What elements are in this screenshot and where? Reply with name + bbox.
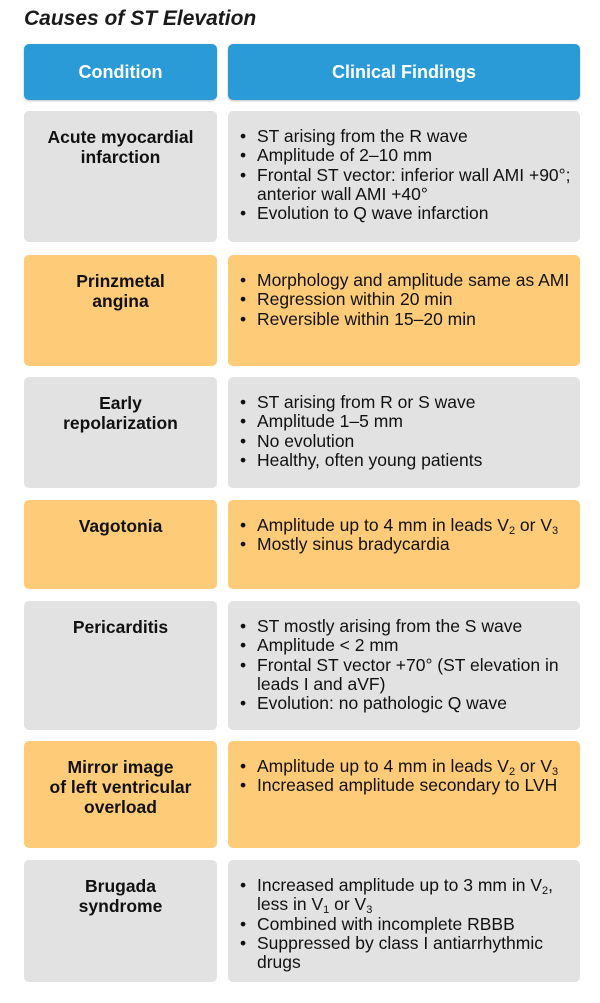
finding-item	[240, 127, 574, 146]
condition-cell: Vagotonia	[24, 500, 217, 589]
finding-text: Amplitude up to 4 mm in leads V	[257, 756, 509, 776]
finding-item	[240, 271, 574, 290]
page-title: Causes of ST Elevation	[24, 7, 257, 30]
finding-text: Evolution: no pathologic Q wave	[257, 693, 508, 714]
finding-item	[240, 412, 574, 431]
finding-text: Healthy, often young patients	[257, 449, 483, 470]
finding-text: Increased amplitude secondary to LVH	[257, 775, 558, 796]
finding-item	[240, 535, 574, 554]
finding-subscript: 2	[508, 766, 516, 778]
findings-list	[240, 617, 574, 713]
finding-item	[240, 146, 574, 165]
findings-list	[240, 271, 574, 329]
finding-subscript: 3	[366, 904, 373, 917]
finding-text: Evolution to Q wave infarction	[257, 203, 489, 224]
finding-item	[240, 310, 574, 329]
finding-item	[240, 166, 574, 205]
column-header-condition	[24, 44, 217, 100]
findings-cell	[228, 111, 580, 242]
finding-item	[240, 432, 574, 451]
condition-cell: Early repolarization	[24, 377, 217, 488]
condition-cell: Brugada syndrome	[24, 860, 217, 982]
findings-cell	[228, 377, 580, 488]
finding-item	[240, 934, 574, 973]
finding-text: Suppressed by class I antiarrhythmic drugs	[257, 932, 543, 973]
finding-subscript: 2	[508, 525, 516, 537]
findings-cell	[228, 741, 580, 848]
finding-text: Amplitude < 2 mm	[257, 635, 399, 656]
condition-cell: Mirror image of left ventricular overload	[24, 741, 217, 848]
finding-text: Combined with incomplete RBBB	[257, 913, 515, 934]
finding-text: Increased amplitude up to 3 mm in V	[257, 875, 543, 895]
findings-cell	[228, 601, 580, 730]
column-header-condition-label: Condition	[78, 61, 163, 82]
findings-list	[240, 393, 574, 470]
finding-subscript: 1	[323, 904, 330, 917]
finding-item	[240, 757, 574, 776]
findings-cell	[228, 255, 580, 366]
findings-cell	[228, 860, 580, 982]
finding-text: Frontal ST vector +70° (ST elevation in leads I and aVF)	[257, 654, 559, 694]
finding-item	[240, 290, 574, 309]
finding-text: Amplitude up to 4 mm in leads V	[257, 515, 509, 535]
finding-subscript: 2	[542, 885, 549, 897]
finding-text: , less in V	[257, 875, 554, 915]
finding-item	[240, 617, 574, 636]
findings-list	[240, 516, 574, 555]
finding-text: Morphology and amplitude same as AMI	[257, 270, 570, 290]
finding-subscript: 3	[552, 525, 559, 537]
findings-list	[240, 876, 574, 972]
finding-item	[240, 516, 574, 535]
finding-item	[240, 876, 574, 915]
finding-item	[240, 694, 574, 713]
finding-text: or V	[515, 515, 553, 535]
condition-cell: Acute myocardial infarction	[24, 111, 217, 242]
column-header-findings-label: Clinical Findings	[331, 61, 476, 82]
finding-item	[240, 776, 574, 795]
finding-item	[240, 393, 574, 412]
finding-text: No evolution	[257, 430, 355, 451]
condition-cell: Prinzmetal angina	[24, 255, 217, 366]
findings-list	[240, 127, 574, 223]
finding-item	[240, 656, 574, 695]
finding-item	[240, 636, 574, 655]
finding-text: ST arising from R or S wave	[257, 392, 476, 412]
condition-cell: Pericarditis	[24, 601, 217, 730]
finding-text: or V	[329, 894, 367, 915]
finding-text: ST arising from the R wave	[257, 126, 468, 146]
finding-item	[240, 204, 574, 223]
finding-text: Amplitude 1–5 mm	[257, 411, 403, 432]
finding-item	[240, 915, 574, 934]
findings-list	[240, 757, 574, 796]
finding-text: Regression within 20 min	[257, 289, 453, 310]
finding-text: Amplitude of 2–10 mm	[257, 145, 433, 166]
finding-text: Reversible within 15–20 min	[257, 308, 476, 329]
finding-text: or V	[515, 756, 553, 776]
finding-subscript: 3	[552, 766, 559, 778]
column-header-findings	[228, 44, 580, 100]
finding-text: Frontal ST vector: inferior wall AMI +90°; anterior wall AMI +40°	[257, 164, 571, 204]
findings-cell	[228, 500, 580, 589]
finding-item	[240, 451, 574, 470]
finding-text: ST mostly arising from the S wave	[257, 616, 523, 636]
finding-text: Mostly sinus bradycardia	[257, 534, 450, 555]
